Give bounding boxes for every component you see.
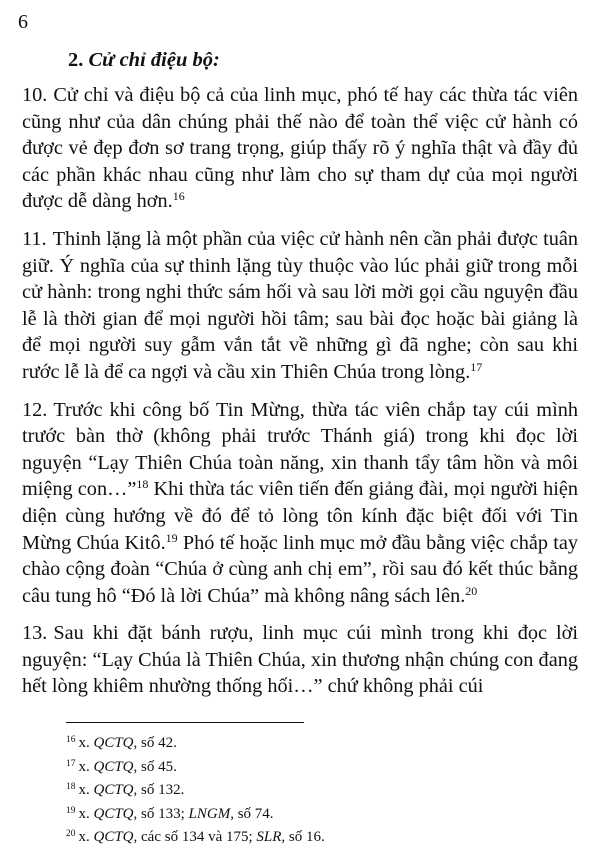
- footnote-text: , số 133;: [133, 805, 189, 822]
- footnote-16: [66, 732, 566, 756]
- footnote-abbrev: QCTQ: [93, 735, 134, 751]
- page-number: 6: [18, 11, 28, 33]
- footnote-abbrev: QCTQ: [93, 758, 134, 775]
- footnote-18: [66, 779, 566, 803]
- footnotes: [66, 732, 566, 850]
- footnote-text: x.: [78, 805, 94, 822]
- paragraph-12: [22, 397, 578, 610]
- footnote-abbrev: QCTQ: [93, 805, 134, 822]
- footnote-separator: [66, 722, 304, 723]
- paragraph-number: 12.: [22, 398, 48, 421]
- paragraph-text: Cử chỉ và điệu bộ cả của linh mục, phó tế hay các thừa tác viên cũng như của dân chúng phải thế nào để toàn thể việc cử hành có được vẻ đẹp đơn sơ trang trọng, giúp thấy rõ ý nghĩa thật và đầy đủ các phần khác nhau cũng như làm cho sự tham dự của mọi người được dễ dàng hơn.: [22, 84, 578, 213]
- footnote-text: , các số 134 và 175;: [133, 829, 257, 845]
- footnote-text: x.: [78, 735, 94, 751]
- footnote-abbrev: SLR: [256, 829, 282, 845]
- footnote-text: , số 74.: [230, 805, 274, 822]
- section-heading-number: 2.: [68, 49, 89, 71]
- footnote-17: [66, 756, 566, 780]
- section-heading: [68, 47, 220, 73]
- footnote-number: 18: [66, 782, 76, 792]
- footnote-text: , số 16.: [281, 829, 325, 845]
- footnote-text: x.: [78, 758, 94, 775]
- footnote-text: x.: [78, 829, 94, 845]
- paragraph-number: 10.: [22, 84, 48, 106]
- paragraph-number: 11.: [22, 227, 47, 250]
- footnote-19: [66, 803, 566, 827]
- body-text: [22, 82, 578, 711]
- footnote-abbrev: QCTQ: [93, 782, 134, 798]
- paragraph-number: 13.: [22, 622, 48, 645]
- paragraph-text: Thinh lặng là một phần của việc cử hành nên cần phải được tuân giữ. Ý nghĩa của sự thinh lặng tùy thuộc vào lúc phải giữ trong mỗi cử hành: trong nghi thức sám hối và sau lời mời gọi cầu nguyện đầu lễ là thời gian để mọi người hồi tâm; sau bài đọc hoặc bài giảng là để mọi người suy gẫm vắn tắt về những gì đã nghe; còn sau khi rước lễ là để ca ngợi và cầu xin Thiên Chúa trong lòng.: [22, 227, 578, 383]
- footnote-text: , số 132.: [133, 782, 185, 798]
- footnote-ref: 18: [136, 477, 149, 492]
- footnote-number: 17: [66, 758, 76, 769]
- paragraph-10: [22, 82, 578, 215]
- footnote-abbrev: QCTQ: [93, 829, 134, 845]
- paragraph-text: Sau khi đặt bánh rượu, linh mục cúi mình trong khi đọc lời nguyện: “Lạy Chúa là Thiên Chúa, xin thương nhận chúng con đang hết lòng khiêm nhường thống hối…” chứ không phải cúi: [22, 622, 578, 698]
- footnote-ref: 19: [165, 530, 178, 545]
- footnote-20: [66, 826, 566, 850]
- footnote-ref: 20: [465, 583, 478, 598]
- footnote-text: , số 42.: [133, 735, 177, 751]
- footnote-number: 16: [66, 735, 76, 745]
- footnote-text: , số 45.: [133, 758, 177, 775]
- footnote-number: 20: [66, 829, 76, 839]
- paragraph-13: [22, 620, 578, 700]
- paragraph-11: [22, 226, 578, 386]
- section-heading-text: Cử chỉ điệu bộ:: [88, 49, 220, 71]
- footnote-ref: 17: [470, 359, 483, 374]
- footnote-text: x.: [78, 782, 94, 798]
- paragraph-text-part: Trước khi công bố Tin Mừng, thừa tác viên chắp tay cúi mình trước bàn thờ (không phải trước Thánh giá) trong khi đọc lời nguyện “Lạy Thiên Chúa toàn năng, xin thanh tẩy tâm hồn và môi miệng con…”: [22, 398, 578, 501]
- paragraph-text-part: Khi thừa tác viên tiến đến giảng đài, mọi người hiện diện cùng hướng về đó để tỏ lòng tôn kính đặc biệt đối với Tin Mừng Chúa Kitô.: [22, 478, 578, 554]
- paragraph-text-part: Phó tế hoặc linh mục mở đầu bằng việc chắp tay chào cộng đoàn “Chúa ở cùng anh chị em”, rồi sau đó kết thúc bằng câu tung hô “Đó là lời Chúa” mà không nâng sách lên.: [22, 531, 578, 607]
- footnote-abbrev: LNGM: [188, 805, 231, 822]
- footnote-number: 19: [66, 805, 76, 816]
- footnote-ref: 16: [172, 189, 185, 204]
